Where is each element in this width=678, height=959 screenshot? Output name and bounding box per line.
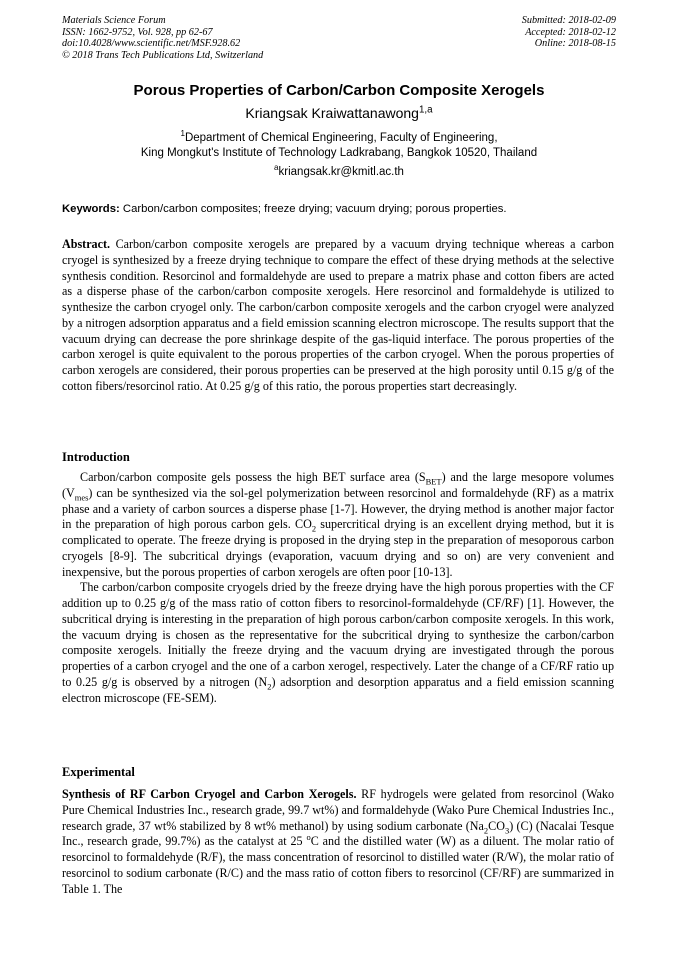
submitted-date: Submitted: 2018-02-09 [521, 15, 616, 26]
journal-issn: ISSN: 1662-9752, Vol. 928, pp 62-67 [62, 26, 213, 38]
journal-doi: doi:10.4028/www.scientific.net/MSF.928.62 [62, 38, 241, 50]
keywords [62, 203, 622, 215]
keywords-label: Keywords: [62, 203, 120, 215]
journal-name: Materials Science Forum [62, 15, 166, 26]
introduction-heading: Introduction [62, 450, 130, 464]
affiliation-line-2: King Mongkut's Institute of Technology Ladkrabang, Bangkok 10520, Thailand [140, 147, 538, 159]
abstract-text: Carbon/carbon composite xerogels are prepared by a vacuum drying technique whereas a carbon cryogel is synthesized by a freeze drying technique to compare the effect of these drying methods at the selective synthesis condition. Resorcinol and formaldehyde are used to prepare a matrix phase and cotton fibers are acted as a disperse phase of the carbon/carbon composite xerogels. Here resorcinol and formaldehyde is utilized to synthesize the carbon cryogel only. The carbon/carbon composite xerogels and the carbon cryogel were analyzed by a nitrogen adsorption apparatus and a field emission scanning electron microscope. The results support that the vacuum drying can decrease the pore shrinkage despite of the gas-liquid interface. The porous properties of the carbon xerogel is quite equivalent to the porous properties of the carbon cryogel. When the porous properties of carbon xerogels are considered, their porous properties can be preserved at the high porosity until 0.15 g/g of the cotton fibers/resorcinol ratio. At 0.25 g/g of this ratio, the porous properties start decreasingly. [62, 237, 614, 393]
paper-title: Porous Properties of Carbon/Carbon Composite Xerogels [133, 82, 545, 99]
email-address: kriangsak.kr@kmitl.ac.th [278, 166, 404, 178]
affiliation [0, 131, 678, 161]
affiliation-line-1: $^1$Department of Chemical Engineering, Faculty of Engineering, [180, 129, 498, 144]
author-email [0, 163, 678, 178]
experimental-body [62, 787, 614, 897]
journal-header [62, 15, 263, 61]
experimental-subheading: Synthesis of RF Carbon Cryogel and Carbon Xerogels. [62, 787, 357, 801]
email-sup: a [274, 163, 279, 173]
keywords-text: Carbon/carbon composites; freeze drying; vacuum drying; porous properties. [119, 203, 507, 215]
journal-copyright: © 2018 Trans Tech Publications Ltd, Switzerland [62, 49, 264, 61]
affiliation-sup: 1 [180, 129, 185, 139]
accepted-date: Accepted: 2018-02-12 [525, 26, 616, 38]
experimental-paragraph-1: Synthesis of RF Carbon Cryogel and Carbon Xerogels. RF hydrogels were gelated from resorcinol (Wako Pure Chemical Industries Inc., research grade, 99.7 wt%) and formaldehyde (Wako Pure Chemical Industries Inc., research grade, 37 wt% stabilized by 8 wt% methanol) by using sodium carbonate $(Na_2CO_3)$ (C) (Nacalai Tesque Inc., research grade, 99.7%) as the catalyst at 25 $^o$C and the distilled water (W) as a diluent. The molar ratio of resorcinol to formaldehyde (R/F), the mass concentration of resorcinol to distilled water (R/W), the molar ratio of resorcinol to sodium carbonate (R/C) and the mass ratio of cotton fibers to resorcinol (CF/RF) are summarized in Table 1. The [62, 787, 615, 896]
introduction-paragraph-2: The carbon/carbon composite cryogels dried by the freeze drying have the high porous properties with the CF addition up to 0.25 g/g of the mass ratio of cotton fibers to resorcinol-formaldehyde (CF/RF) [1]. However, the subcritical drying is interesting in the preparation of high porous carbon/carbon composite xerogels. In this work, the vacuum drying is chosen as the representative for the subcritical drying to synthesize the carbon/carbon composite xerogels. Initially the freeze drying and the vacuum drying are investigated through the porous properties of a carbon cryogel and the one of a carbon xerogel, respectively. Later the change of a CF/RF ratio up to 0.25 g/g is observed by a nitrogen $(N_2)$ adsorption and desorption apparatus and a field emission scanning electron microscope (FE-SEM). [62, 580, 614, 705]
dates-header [522, 15, 616, 50]
author-name: Kriangsak Kraiwattanawong [245, 105, 419, 121]
introduction-body [62, 470, 614, 706]
experimental-heading: Experimental [62, 765, 135, 779]
abstract [62, 237, 614, 395]
abstract-label: Abstract. [62, 237, 111, 251]
author-sup: 1,a [418, 104, 433, 116]
online-date: Online: 2018-08-15 [534, 38, 616, 50]
author [0, 105, 678, 121]
introduction-paragraph-1: Carbon/carbon composite gels possess the high BET surface area $(S_{BET})$ and the large mesopore volumes $(V_{mes})$ can be synthesized via the sol-gel polymerization between resorcinol and formaldehyde (RF) as a matrix phase and a variety of carbon sources a disperse phase [1-7]. However, the drying method is another major factor in the preparation of high porous carbon gels. $CO_2$ supercritical drying is an excellent drying method, but it is complicated to operate. The freeze drying is proposed in the drying step in the preparation of mesoporous carbon cryogels [8-9]. The subcritical dryings (evaporation, vacuum drying and so on) are very convenient and inexpensive, but the porous properties of carbon xerogels are often poor [10-13]. [62, 470, 614, 579]
